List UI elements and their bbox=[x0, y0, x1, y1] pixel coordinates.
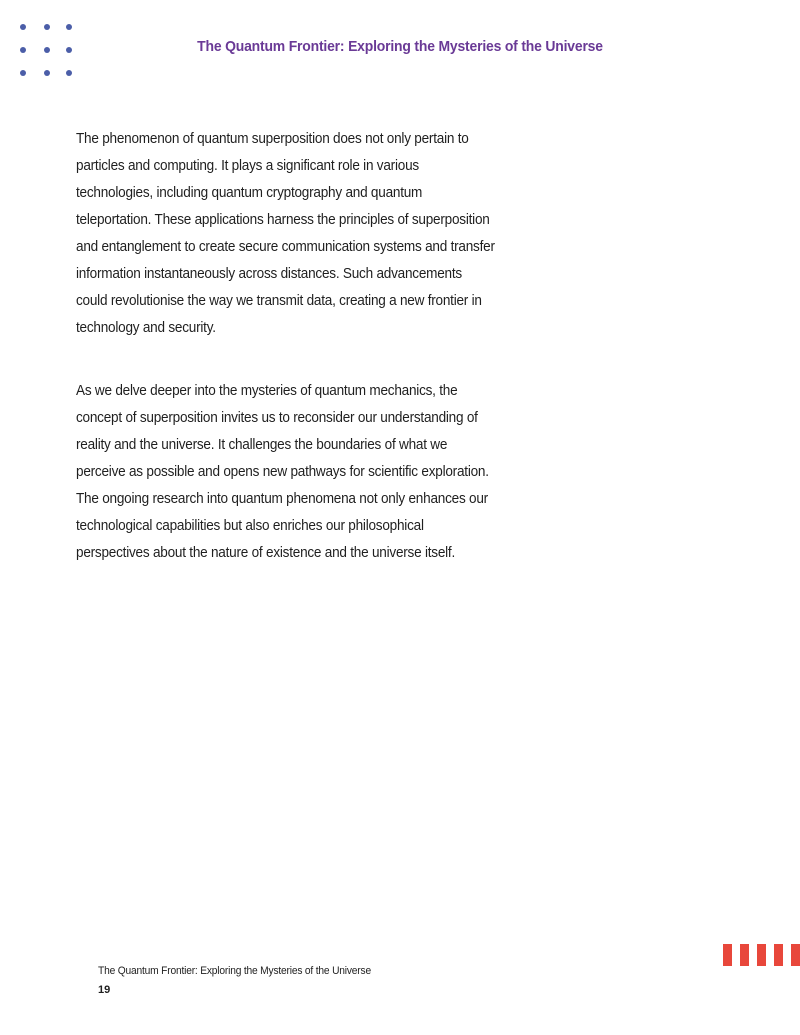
dot bbox=[20, 70, 26, 76]
stripe bbox=[723, 944, 732, 966]
page-header-title: The Quantum Frontier: Exploring the Mysteries of the Universe bbox=[197, 38, 603, 55]
stripe bbox=[757, 944, 766, 966]
footer-title: The Quantum Frontier: Exploring the Mysteries of the Universe bbox=[98, 965, 371, 977]
dot bbox=[44, 24, 50, 30]
page-number: 19 bbox=[98, 984, 111, 996]
dot bbox=[44, 47, 50, 53]
page-footer bbox=[98, 963, 392, 998]
dot bbox=[20, 47, 26, 53]
dot bbox=[20, 24, 26, 30]
stripe bbox=[774, 944, 783, 966]
stripe bbox=[791, 944, 800, 966]
dot bbox=[66, 24, 72, 30]
body-paragraph: As we delve deeper into the mysteries of quantum mechanics, the concept of superposition invites us to reconsider our understanding of reality and the universe. It challenges the boundaries of what we perceive as possible and opens new pathways for scientific exploration. The ongoing research into quantum phenomena not only enhances our technological capabilities but also enriches our philosophical perspectives about the nature of existence and the universe itself. bbox=[76, 383, 489, 561]
main-content bbox=[76, 126, 496, 603]
dot bbox=[66, 70, 72, 76]
stripe bbox=[740, 944, 749, 966]
body-paragraph: The phenomenon of quantum superposition does not only pertain to particles and computing. It plays a significant role in various technologies, including quantum cryptography and quantum teleportation. These applications harness the principles of superposition and entanglement to create secure communication systems and transfer information instantaneously across distances. Such advancements could revolutionise the way we transmit data, creating a new frontier in technology and security. bbox=[76, 131, 495, 336]
dot-grid-icon bbox=[20, 24, 74, 78]
dot bbox=[44, 70, 50, 76]
dot bbox=[66, 47, 72, 53]
